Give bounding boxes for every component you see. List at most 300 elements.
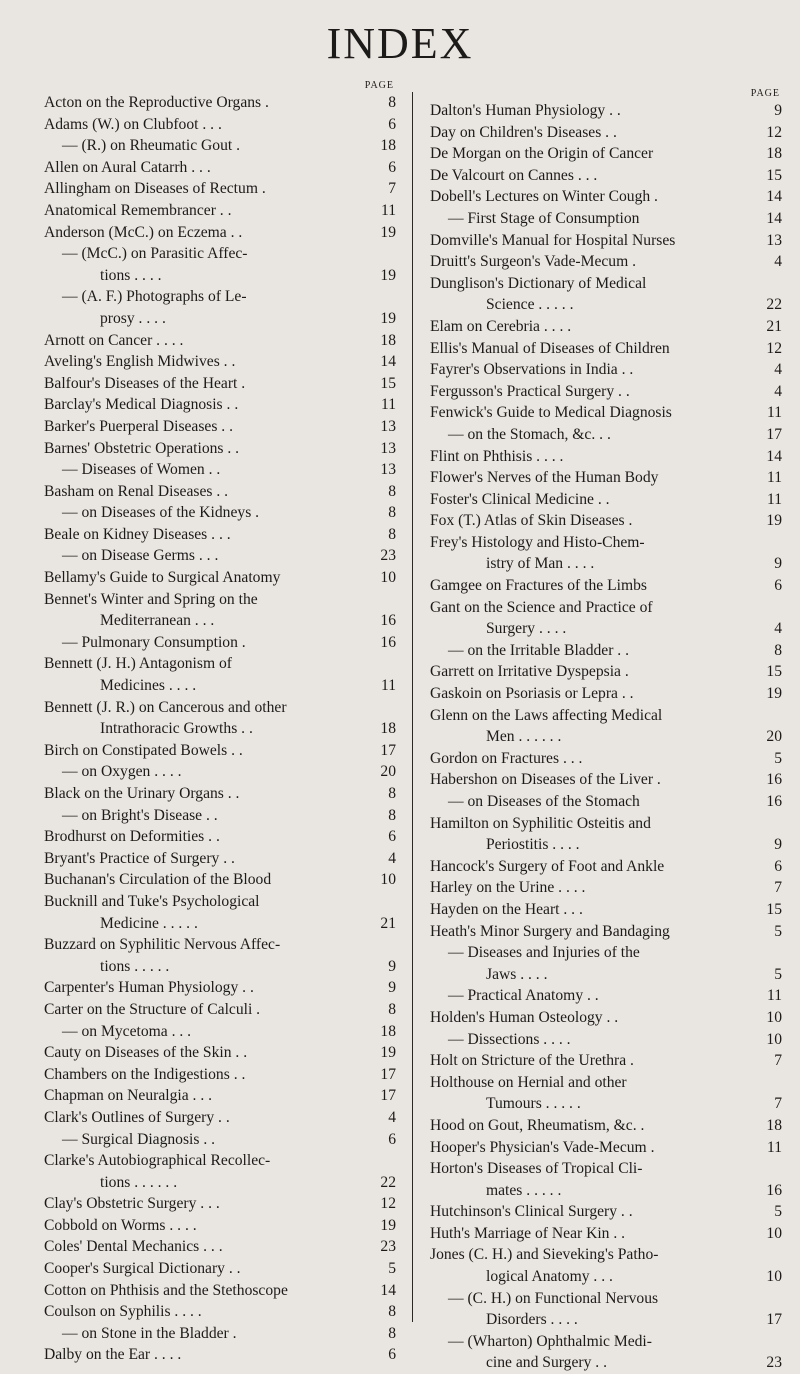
index-entry xyxy=(430,618,782,640)
entry-page-number: 16 xyxy=(766,1181,782,1199)
entry-page-number: 4 xyxy=(388,849,396,867)
entry-page-number: 11 xyxy=(380,396,396,414)
right-column xyxy=(430,88,782,1374)
entry-text: — Practical Anatomy . . xyxy=(448,987,599,1005)
index-entry xyxy=(44,1172,396,1194)
entry-text: — Diseases of Women . . xyxy=(62,461,221,479)
entry-text: Dalby on the Ear . . . . xyxy=(44,1346,182,1364)
entry-text: Cotton on Phthisis and the Stethoscope xyxy=(44,1281,288,1299)
entry-page-number: 14 xyxy=(766,209,782,227)
index-entry xyxy=(430,1266,782,1288)
entry-text: Bennett (J. H.) Antagonism of xyxy=(44,655,232,673)
index-entry xyxy=(430,813,782,835)
index-entry xyxy=(44,524,396,546)
entry-text: Bennett (J. R.) on Cancerous and other xyxy=(44,698,287,716)
entry-page-number: 6 xyxy=(388,1130,396,1148)
entry-page-number: 20 xyxy=(766,728,782,746)
entry-page-number: 10 xyxy=(766,1268,782,1286)
index-entry xyxy=(430,856,782,878)
index-entry xyxy=(430,597,782,619)
entry-text: Intrathoracic Growths . . xyxy=(100,720,253,738)
entry-page-number: 4 xyxy=(774,253,782,271)
page-column-heading: PAGE xyxy=(750,88,780,99)
page-column-heading: PAGE xyxy=(364,80,394,91)
index-entry xyxy=(44,1323,396,1345)
entry-text: Medicine . . . . . xyxy=(100,914,198,932)
index-entry xyxy=(44,481,396,503)
entry-text: Medicines . . . . xyxy=(100,677,197,695)
entry-page-number: 7 xyxy=(388,180,396,198)
entry-text: Jaws . . . . xyxy=(486,965,548,983)
entry-page-number: 8 xyxy=(388,1000,396,1018)
entry-text: Chambers on the Indigestions . . xyxy=(44,1065,246,1083)
index-entry xyxy=(430,942,782,964)
entry-text: — on Diseases of the Kidneys . xyxy=(62,504,260,522)
entry-page-number: 18 xyxy=(380,331,396,349)
entry-page-number: 22 xyxy=(380,1173,396,1191)
entry-text: — on Stone in the Bladder . xyxy=(62,1324,237,1342)
entry-text: — on Mycetoma . . . xyxy=(62,1022,192,1040)
entry-text: — on the Irritable Bladder . . xyxy=(448,641,630,659)
index-entry xyxy=(44,826,396,848)
entry-text: Buchanan's Circulation of the Blood xyxy=(44,871,272,889)
index-entry xyxy=(44,135,396,157)
entry-text: Holthouse on Hernial and other xyxy=(430,1073,627,1091)
entry-text: Holden's Human Osteology . . xyxy=(430,1008,619,1026)
entry-text: Carpenter's Human Physiology . . xyxy=(44,979,254,997)
index-entry xyxy=(44,330,396,352)
index-entry xyxy=(44,977,396,999)
index-entry xyxy=(430,1115,782,1137)
index-entry xyxy=(430,985,782,1007)
index-entry xyxy=(430,424,782,446)
index-entry xyxy=(44,178,396,200)
index-entry xyxy=(44,265,396,287)
entry-text: Bellamy's Guide to Surgical Anatomy xyxy=(44,569,281,587)
index-entry xyxy=(44,502,396,524)
entry-text: — on the Stomach, &c. . . xyxy=(448,425,611,443)
entry-text: Flower's Nerves of the Human Body xyxy=(430,469,659,487)
index-entry xyxy=(44,999,396,1021)
entry-text: Men . . . . . . xyxy=(486,728,562,746)
entry-text: Hood on Gout, Rheumatism, &c. . xyxy=(430,1116,645,1134)
entry-page-number: 21 xyxy=(766,317,782,335)
entry-text: De Valcourt on Cannes . . . xyxy=(430,166,598,184)
entry-text: Day on Children's Diseases . . xyxy=(430,123,617,141)
entry-text: — on Bright's Disease . . xyxy=(62,806,218,824)
entry-text: Cauty on Diseases of the Skin . . xyxy=(44,1044,248,1062)
index-entry xyxy=(430,1093,782,1115)
entry-text: Chapman on Neuralgia . . . xyxy=(44,1087,213,1105)
index-entry xyxy=(430,208,782,230)
index-entry xyxy=(430,532,782,554)
index-entry xyxy=(430,661,782,683)
entry-text: Gaskoin on Psoriasis or Lepra . . xyxy=(430,685,634,703)
entry-text: cine and Surgery . . xyxy=(486,1354,607,1372)
entry-page-number: 8 xyxy=(388,525,396,543)
index-entry xyxy=(44,1258,396,1280)
page-title: INDEX xyxy=(326,19,474,68)
index-entry xyxy=(430,273,782,295)
index-entry xyxy=(430,1050,782,1072)
entry-text: tions . . . . . . xyxy=(100,1173,178,1191)
entry-text: Clarke's Autobiographical Recollec- xyxy=(44,1152,271,1170)
column-divider xyxy=(412,92,413,1322)
entry-page-number: 12 xyxy=(380,1195,396,1213)
index-entry xyxy=(430,1244,782,1266)
index-entry xyxy=(430,575,782,597)
entry-text: Fenwick's Guide to Medical Diagnosis xyxy=(430,404,672,422)
entry-text: Beale on Kidney Diseases . . . xyxy=(44,525,231,543)
index-entry xyxy=(44,567,396,589)
index-entry xyxy=(430,446,782,468)
entry-text: Harley on the Urine . . . . xyxy=(430,879,586,897)
index-entry xyxy=(430,683,782,705)
entry-text: Birch on Constipated Bowels . . xyxy=(44,741,243,759)
entry-text: Aveling's English Midwives . . xyxy=(44,353,236,371)
index-entry xyxy=(44,718,396,740)
index-entry xyxy=(44,1107,396,1129)
index-entry xyxy=(430,251,782,273)
entry-text: Balfour's Diseases of the Heart . xyxy=(44,374,246,392)
entry-text: — (McC.) on Parasitic Affec- xyxy=(62,245,248,263)
entry-text: Barclay's Medical Diagnosis . . xyxy=(44,396,239,414)
entry-page-number: 23 xyxy=(380,547,396,565)
index-entry xyxy=(430,122,782,144)
index-entry xyxy=(430,1331,782,1353)
index-entry xyxy=(430,294,782,316)
entry-page-number: 10 xyxy=(766,1030,782,1048)
entry-page-number: 19 xyxy=(380,266,396,284)
index-entry xyxy=(44,1150,396,1172)
entry-page-number: 8 xyxy=(388,482,396,500)
entry-text: Cobbold on Worms . . . . xyxy=(44,1216,197,1234)
entry-text: — on Diseases of the Stomach xyxy=(448,793,640,810)
entry-page-number: 12 xyxy=(766,123,782,141)
entry-text: mates . . . . . xyxy=(486,1181,562,1199)
entry-text: — (C. H.) on Functional Nervous xyxy=(448,1289,659,1307)
entry-text: Clark's Outlines of Surgery . . xyxy=(44,1108,230,1126)
index-entry xyxy=(44,416,396,438)
entry-text: — on Oxygen . . . . xyxy=(62,763,182,781)
index-entry xyxy=(44,438,396,460)
index-entry xyxy=(430,510,782,532)
entry-text: — (R.) on Rheumatic Gout . xyxy=(62,137,241,155)
index-entry xyxy=(430,1223,782,1245)
index-entry xyxy=(44,243,396,265)
index-entry xyxy=(430,165,782,187)
entry-text: Gamgee on Fractures of the Limbs xyxy=(430,577,647,595)
index-entry xyxy=(430,899,782,921)
entry-page-number: 13 xyxy=(380,439,396,457)
index-entry xyxy=(44,1215,396,1237)
entry-text: Black on the Urinary Organs . . xyxy=(44,785,240,802)
entry-page-number: 13 xyxy=(766,231,782,249)
entry-text: Bucknill and Tuke's Psychological xyxy=(44,892,260,910)
entry-page-number: 18 xyxy=(380,1022,396,1040)
entry-text: Heath's Minor Surgery and Bandaging xyxy=(430,922,670,940)
entry-page-number: 8 xyxy=(388,1324,396,1342)
index-entry xyxy=(430,402,782,424)
entry-page-number: 4 xyxy=(774,620,782,638)
entry-text: prosy . . . . xyxy=(100,309,166,327)
entry-page-number: 18 xyxy=(766,145,782,163)
index-entry xyxy=(430,359,782,381)
entry-text: — Surgical Diagnosis . . xyxy=(62,1130,216,1148)
left-column xyxy=(44,80,396,1366)
entry-text: Huth's Marriage of Near Kin . . xyxy=(430,1224,626,1242)
entry-page-number: 17 xyxy=(766,425,782,443)
entry-page-number: 16 xyxy=(380,633,396,651)
entry-page-number: 19 xyxy=(380,223,396,241)
index-entry xyxy=(44,740,396,762)
entry-text: Bennet's Winter and Spring on the xyxy=(44,590,258,608)
entry-text: — (A. F.) Photographs of Le- xyxy=(62,288,247,306)
entry-page-number: 19 xyxy=(380,309,396,327)
entry-text: — Diseases and Injuries of the xyxy=(448,944,640,962)
entry-page-number: 14 xyxy=(766,188,782,206)
index-entry xyxy=(44,1021,396,1043)
index-entry xyxy=(44,869,396,891)
entry-text: tions . . . . xyxy=(100,266,162,284)
index-entry xyxy=(430,834,782,856)
entry-text: Foster's Clinical Medicine . . xyxy=(430,490,610,508)
index-entry xyxy=(44,1280,396,1302)
index-entry xyxy=(430,1288,782,1310)
entry-page-number: 8 xyxy=(774,641,782,659)
index-entry xyxy=(430,230,782,252)
index-entry xyxy=(430,553,782,575)
entry-text: — First Stage of Consumption xyxy=(448,209,640,227)
entry-text: Jones (C. H.) and Sieveking's Patho- xyxy=(430,1246,659,1264)
index-entry xyxy=(44,114,396,136)
entry-page-number: 20 xyxy=(380,763,396,781)
entry-page-number: 8 xyxy=(388,94,396,111)
entry-text: — (Wharton) Ophthalmic Medi- xyxy=(448,1332,652,1350)
index-entry xyxy=(44,934,396,956)
entry-page-number: 15 xyxy=(766,663,782,681)
index-entry xyxy=(44,805,396,827)
entry-page-number: 14 xyxy=(380,1281,396,1299)
index-entry xyxy=(430,1180,782,1202)
index-entry xyxy=(44,394,396,416)
entry-text: Dalton's Human Physiology . . xyxy=(430,102,621,119)
entry-text: Allingham on Diseases of Rectum . xyxy=(44,180,266,198)
entry-page-number: 22 xyxy=(766,296,782,314)
index-entry xyxy=(44,222,396,244)
index-entry xyxy=(430,921,782,943)
entry-page-number: 8 xyxy=(388,504,396,522)
entry-page-number: 5 xyxy=(774,1203,782,1221)
entry-text: Dobell's Lectures on Winter Cough . xyxy=(430,188,658,206)
index-entry xyxy=(44,783,396,805)
index-entry xyxy=(44,200,396,222)
entry-page-number: 17 xyxy=(380,741,396,759)
entry-page-number: 13 xyxy=(380,417,396,435)
entry-page-number: 19 xyxy=(380,1044,396,1062)
entry-text: Mediterranean . . . xyxy=(100,612,215,630)
entry-text: Flint on Phthisis . . . . xyxy=(430,447,564,465)
entry-text: Periostitis . . . . xyxy=(486,836,580,854)
entry-text: Hutchinson's Clinical Surgery . . xyxy=(430,1203,633,1221)
entry-text: Fox (T.) Atlas of Skin Diseases . xyxy=(430,512,633,530)
index-entry xyxy=(44,610,396,632)
entry-page-number: 6 xyxy=(388,115,396,133)
entry-text: Habershon on Diseases of the Liver . xyxy=(430,771,661,789)
entry-page-number: 8 xyxy=(388,806,396,824)
entry-page-number: 18 xyxy=(766,1116,782,1134)
index-entry xyxy=(430,705,782,727)
entry-page-number: 19 xyxy=(766,685,782,703)
entry-text: Brodhurst on Deformities . . xyxy=(44,828,220,846)
entry-page-number: 15 xyxy=(380,374,396,392)
entry-text: Basham on Renal Diseases . . xyxy=(44,482,229,500)
entry-text: logical Anatomy . . . xyxy=(486,1268,613,1286)
entry-text: Gordon on Fractures . . . xyxy=(430,749,583,767)
entry-page-number: 15 xyxy=(766,166,782,184)
entry-text: Hayden on the Heart . . . xyxy=(430,900,583,918)
entry-text: istry of Man . . . . xyxy=(486,555,595,573)
entry-page-number: 7 xyxy=(774,1052,782,1070)
entry-text: Barnes' Obstetric Operations . . xyxy=(44,439,240,457)
entry-page-number: 16 xyxy=(766,793,782,810)
entry-text: Frey's Histology and Histo-Chem- xyxy=(430,533,645,551)
index-entry xyxy=(430,877,782,899)
index-entry xyxy=(430,186,782,208)
index-entry xyxy=(44,308,396,330)
entry-text: Hamilton on Syphilitic Osteitis and xyxy=(430,814,651,832)
index-entry xyxy=(44,1344,396,1366)
entry-page-number: 9 xyxy=(774,836,782,854)
entry-page-number: 12 xyxy=(766,339,782,357)
index-entry xyxy=(430,748,782,770)
entry-text: Elam on Cerebria . . . . xyxy=(430,317,572,335)
entry-page-number: 5 xyxy=(774,922,782,940)
index-entry xyxy=(430,100,782,122)
entry-page-number: 4 xyxy=(774,361,782,379)
entry-page-number: 11 xyxy=(766,404,782,422)
index-entry xyxy=(430,1137,782,1159)
entry-text: Adams (W.) on Clubfoot . . . xyxy=(44,115,222,133)
entry-text: Coles' Dental Mechanics . . . xyxy=(44,1238,223,1256)
index-entry xyxy=(430,1201,782,1223)
index-entry xyxy=(44,1042,396,1064)
entry-page-number: 18 xyxy=(380,137,396,155)
index-entry xyxy=(430,769,782,791)
entry-text: Fergusson's Practical Surgery . . xyxy=(430,382,630,400)
entry-page-number: 21 xyxy=(380,914,396,932)
entry-page-number: 17 xyxy=(380,1065,396,1083)
entry-text: Science . . . . . xyxy=(486,296,574,314)
entry-page-number: 11 xyxy=(766,1138,782,1156)
index-entry xyxy=(44,632,396,654)
index-entry xyxy=(44,675,396,697)
entry-text: Arnott on Cancer . . . . xyxy=(44,331,184,349)
entry-text: Disorders . . . . xyxy=(486,1311,578,1329)
entry-page-number: 6 xyxy=(388,828,396,846)
entry-text: Acton on the Reproductive Organs . xyxy=(44,94,269,111)
entry-text: Domville's Manual for Hospital Nurses xyxy=(430,231,676,249)
entry-text: Gant on the Science and Practice of xyxy=(430,598,653,616)
entry-page-number: 10 xyxy=(766,1008,782,1026)
index-entry xyxy=(430,1029,782,1051)
entry-text: Tumours . . . . . xyxy=(486,1095,581,1113)
entry-text: Holt on Stricture of the Urethra . xyxy=(430,1052,634,1070)
entry-text: Anatomical Remembrancer . . xyxy=(44,201,232,219)
entry-text: — Pulmonary Consumption . xyxy=(62,633,246,651)
index-entry xyxy=(44,1085,396,1107)
index-entry xyxy=(430,467,782,489)
entry-page-number: 9 xyxy=(774,102,782,119)
entry-text: De Morgan on the Origin of Cancer xyxy=(430,145,654,163)
index-entry xyxy=(430,640,782,662)
entry-text: Fayrer's Observations in India . . xyxy=(430,361,634,379)
left-entries xyxy=(44,92,396,1366)
entry-text: Dunglison's Dictionary of Medical xyxy=(430,274,647,292)
index-entry xyxy=(44,848,396,870)
index-entry xyxy=(44,157,396,179)
entry-page-number: 10 xyxy=(380,569,396,587)
entry-text: Allen on Aural Catarrh . . . xyxy=(44,158,211,176)
entry-page-number: 11 xyxy=(766,987,782,1005)
index-entry xyxy=(44,697,396,719)
entry-page-number: 8 xyxy=(388,1303,396,1321)
index-entry xyxy=(430,1352,782,1374)
entry-text: Carter on the Structure of Calculi . xyxy=(44,1000,261,1018)
entry-text: Hancock's Surgery of Foot and Ankle xyxy=(430,857,665,875)
entry-text: — Dissections . . . . xyxy=(448,1030,571,1048)
entry-text: Coulson on Syphilis . . . . xyxy=(44,1303,202,1321)
entry-page-number: 6 xyxy=(388,1346,396,1364)
entry-page-number: 15 xyxy=(766,900,782,918)
index-entry xyxy=(430,791,782,813)
entry-page-number: 14 xyxy=(766,447,782,465)
entry-page-number: 13 xyxy=(380,461,396,479)
entry-text: Anderson (McC.) on Eczema . . xyxy=(44,223,243,241)
index-entry xyxy=(44,653,396,675)
index-entry xyxy=(430,1158,782,1180)
index-entry xyxy=(44,956,396,978)
right-entries xyxy=(430,100,782,1374)
index-entry xyxy=(44,761,396,783)
entry-page-number: 17 xyxy=(766,1311,782,1329)
index-entry xyxy=(44,1193,396,1215)
entry-text: Surgery . . . . xyxy=(486,620,567,638)
entry-text: Cooper's Surgical Dictionary . . xyxy=(44,1260,241,1278)
index-entry xyxy=(44,1236,396,1258)
entry-text: Hooper's Physician's Vade-Mecum . xyxy=(430,1138,655,1156)
index-entry xyxy=(430,1309,782,1331)
entry-page-number: 9 xyxy=(388,979,396,997)
index-entry xyxy=(430,726,782,748)
entry-page-number: 14 xyxy=(380,353,396,371)
entry-text: Glenn on the Laws affecting Medical xyxy=(430,706,663,724)
index-entry xyxy=(44,913,396,935)
entry-page-number: 23 xyxy=(380,1238,396,1256)
entry-text: tions . . . . . xyxy=(100,957,170,975)
index-entry xyxy=(44,92,396,114)
entry-page-number: 6 xyxy=(774,857,782,875)
entry-page-number: 23 xyxy=(766,1354,782,1372)
index-entry xyxy=(430,489,782,511)
entry-text: Bryant's Practice of Surgery . . xyxy=(44,849,235,867)
entry-text: Buzzard on Syphilitic Nervous Affec- xyxy=(44,936,281,954)
index-entry xyxy=(430,964,782,986)
entry-page-number: 11 xyxy=(766,469,782,487)
index-entry xyxy=(44,351,396,373)
entry-page-number: 8 xyxy=(388,785,396,802)
entry-page-number: 19 xyxy=(380,1216,396,1234)
